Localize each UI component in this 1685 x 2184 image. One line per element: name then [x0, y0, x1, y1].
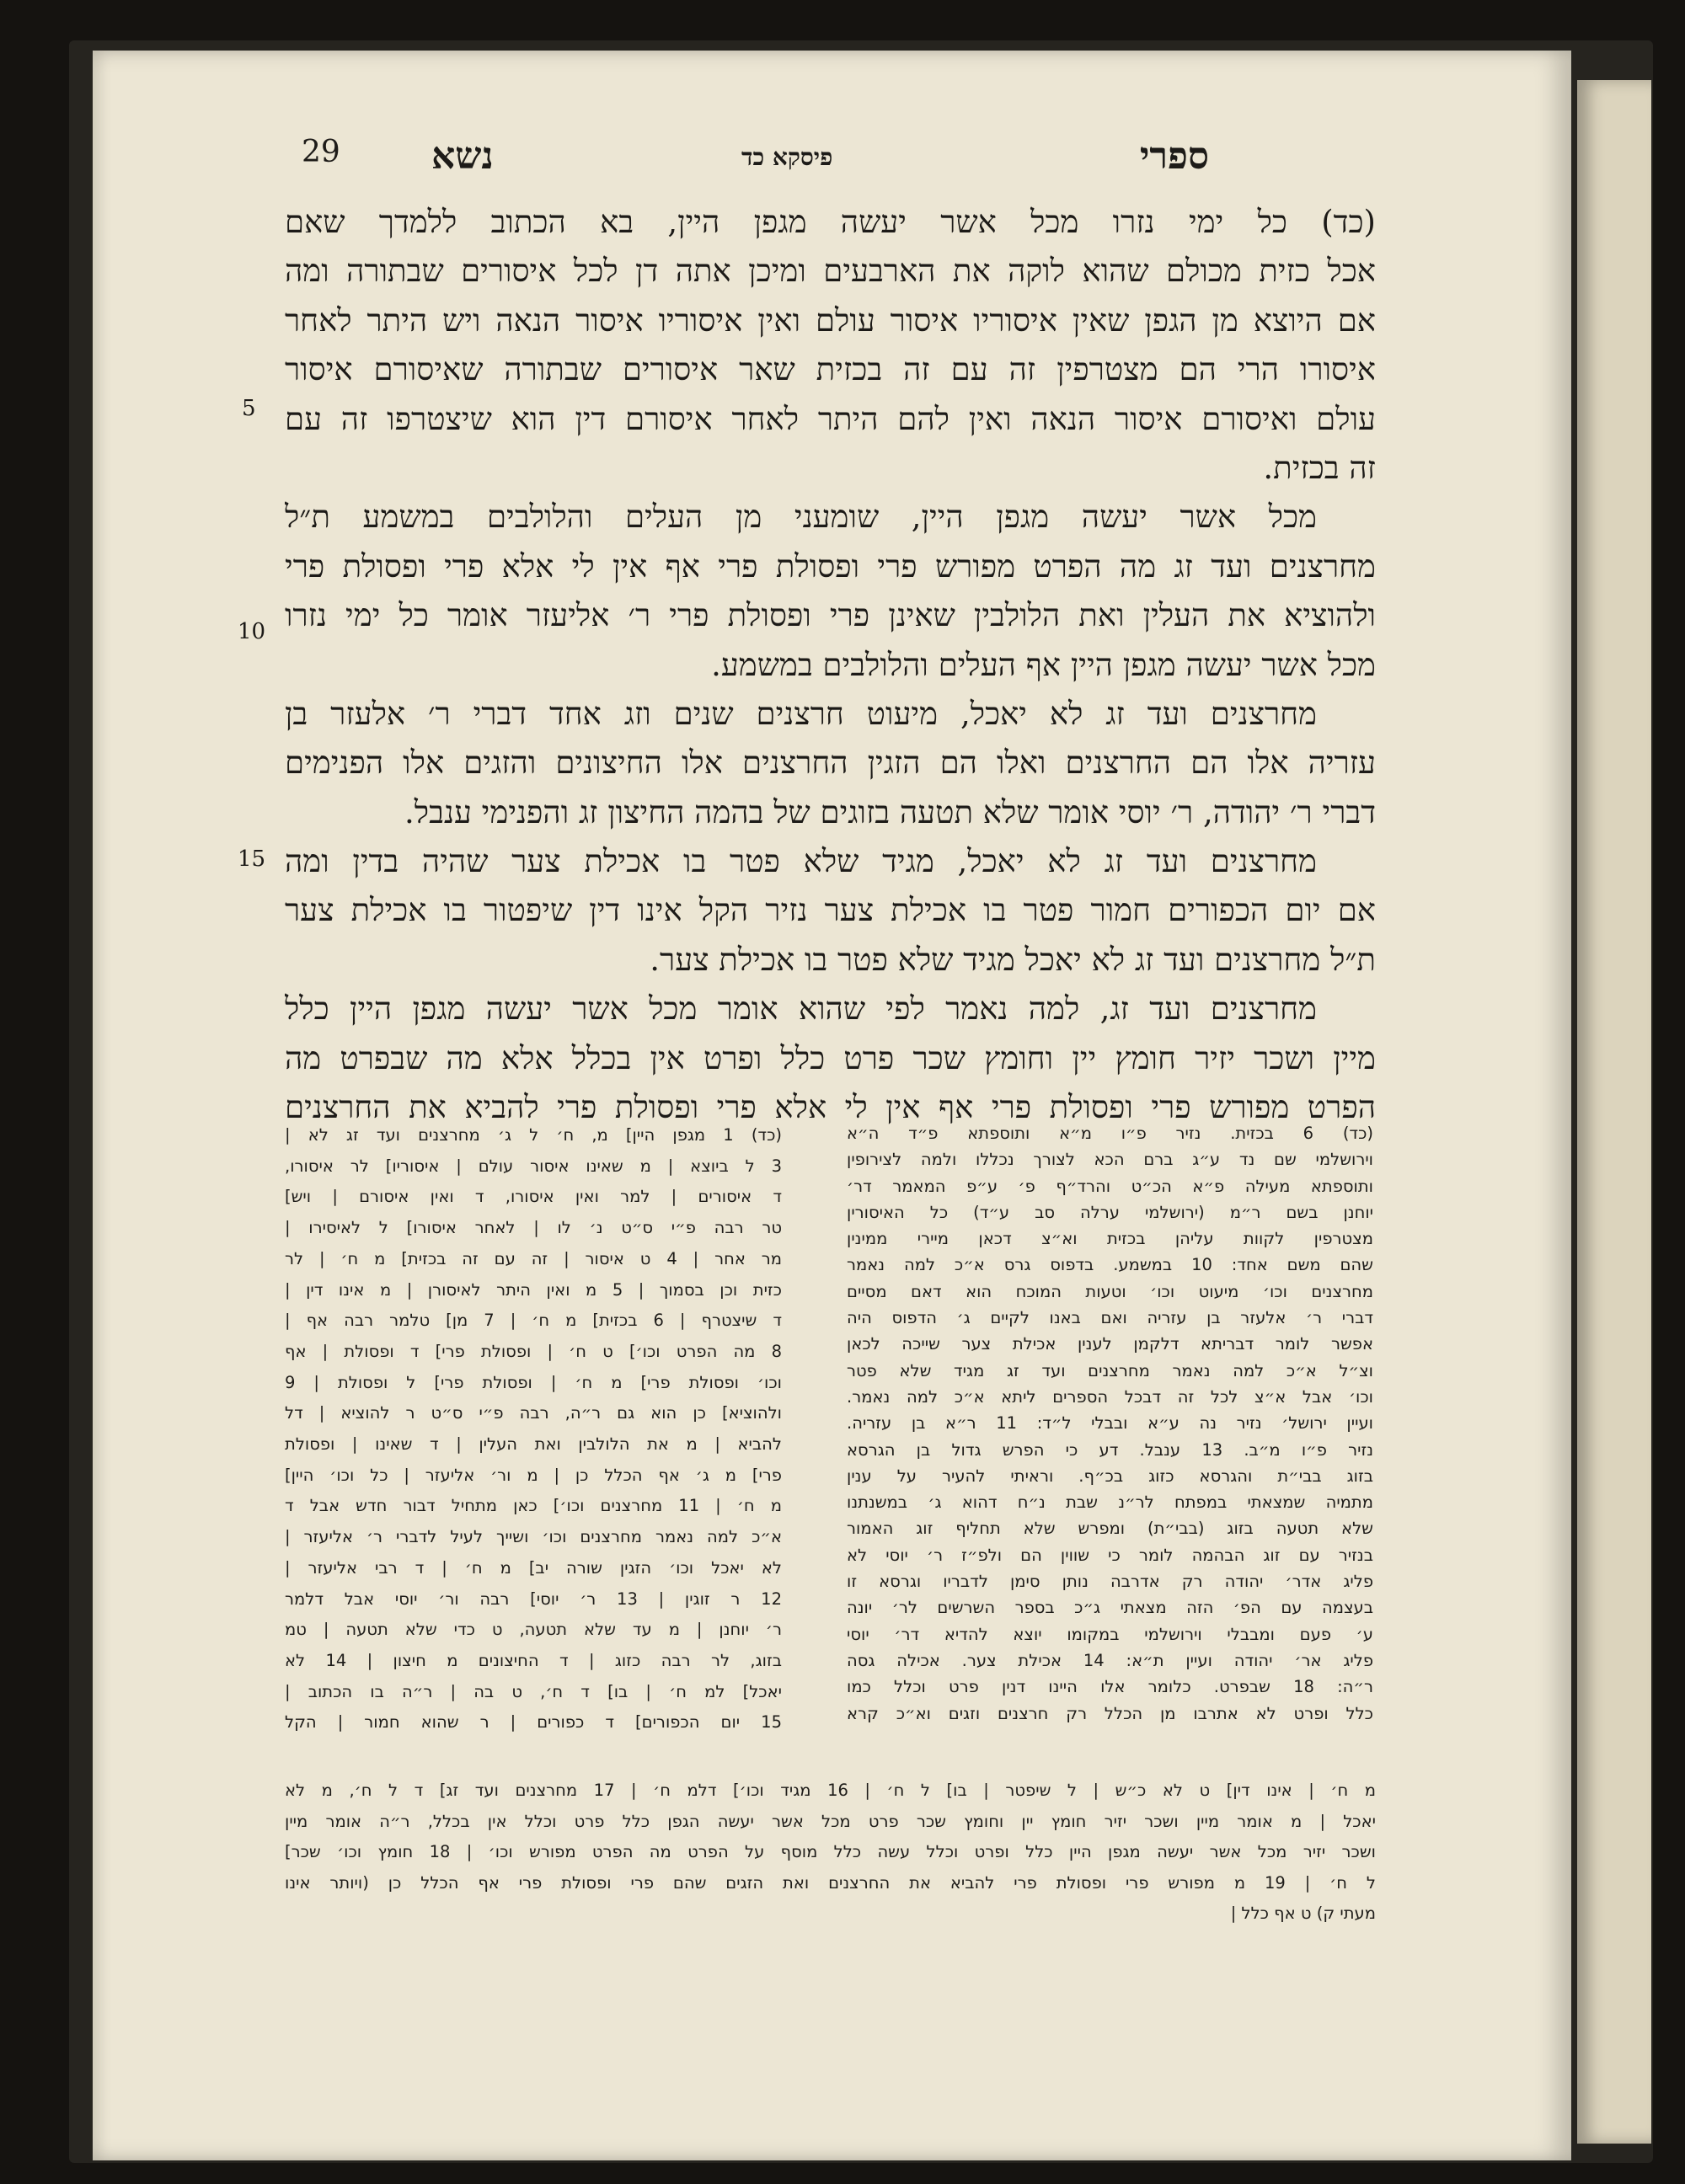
main-text-line: (כד) כל ימי נזרו מכל אשר יעשה מגפן היין, בא הכתוב ללמדך שאם [285, 204, 1376, 240]
main-text-line: אם יום הכפורים חמור פטר בו אכילת צער נזיר הקל אינו דין שיפטור בו אכילת צער [285, 892, 1376, 929]
note-line: 3 ל ביוצא | מ שאינו איסור עולם | איסוריו] לר איסורו, [285, 1156, 782, 1176]
main-text-line: עזריה אלו הם החרצנים ואלו הם הזגין החרצנים אלו החיצונים והזגים אלו הפנימים [285, 745, 1376, 782]
main-text-line: מחרצנים ועד זג לא יאכל, מגיד שלא פטר בו אכילת צער שהיה בדין ומה [285, 843, 1317, 880]
note-line: טר רבה פ״י ס״ט נ׳ לו | לאחר איסורו] ל לאיסירו | [285, 1218, 782, 1238]
main-text-line: הפרט מפורש פרי ופסולת פרי אף אין לי אלא פרי ופסולת פרי להביא את החרצנים [285, 1089, 1376, 1126]
main-text-line: מכל אשר יעשה מגפן היין, שומעני מן העלים והלולבים במשמע ת״ל [285, 499, 1317, 536]
note-line: וירושלמי שם נד ע״ג ברם הכא לצורך נכללו ולמה לצירופין [847, 1150, 1373, 1170]
note-line: מ ח׳ | 11 מחרצנים וכו׳] כאן מתחיל דבור חדש אבל ד [285, 1496, 782, 1516]
note-line: ד איסורים | למר ואין איסורו, ד ואין איסורם | ויש] [285, 1187, 782, 1207]
note-line: ותוספתא מעילה פ״א הכ״ט והרד״ף פ׳ ע״פ המאמר דר׳ [847, 1176, 1373, 1196]
main-text-line: דברי ר׳ יהודה, ר׳ יוסי אומר שלא תטעה בזוגים של בהמה החיצון זג והפנימי ענבל. [404, 793, 1376, 830]
critical-notes-commentary [847, 1120, 1373, 1727]
main-text-line: איסורו הרי הם מצטרפין זה עם זה בכזית שאר איסורים שבתורה שאיסורם איסור [285, 351, 1376, 388]
note-line: אפשר לומר דבריתא דלקמן לענין אכילת צער שייכה לכאן [847, 1334, 1373, 1354]
main-text-block [285, 198, 1376, 1132]
main-text-line: זה בכזית. [1263, 449, 1376, 486]
note-line: ל ח׳ | 19 מ מפורש פרי ופסולת פרי להביא את החרצנים ואת הזגים שהם פרי ופסולת פרי אף הכלל כן (ויותר אינו [285, 1872, 1376, 1893]
main-text-line: אכל כזית מכולם שהוא לוקה את הארבעים ומיכן אתה דן לכל איסורים שבתורה ומה [285, 253, 1376, 290]
note-line: א״כ למה נאמר מחרצנים וכו׳ ושייך לעיל לדברי ר׳ אליעזר | [285, 1527, 782, 1547]
note-line: פרי] מ ג׳ אף הכלל כן | מ ור׳ אליעזר | כל וכו׳ היין] [285, 1465, 782, 1485]
main-text-line: מכל אשר יעשה מגפן היין אף העלים והלולבים במשמע. [711, 646, 1376, 683]
line-number: 15 [238, 846, 266, 872]
note-line: בעצמה עם הפ׳ הזה מצאתי ג״כ בספר השרשים לר׳ יונה [847, 1598, 1373, 1618]
note-line: שהם משם אחד: 10 במשמע. בדפוס גרס א״כ למה נאמר [847, 1255, 1373, 1275]
note-line: ר׳ יוחנן | מ עד שלא תטעה, ט כדי שלא תטעה | טמ [285, 1620, 782, 1640]
main-text-line: מחרצנים ועד זג, למה נאמר לפי שהוא אומר מכל אשר יעשה מגפן היין כלל [285, 991, 1317, 1028]
note-line: (כד) 6 בכזית. נזיר פ״ו מ״א ותוספתא פ״ד ה״א [847, 1124, 1373, 1143]
main-text-line: מחרצנים ועד זג לא יאכל, מיעוט חרצנים שנים וזג אחד דברי ר׳ אלעזר בן [285, 695, 1317, 732]
note-line: 8 מה הפרט וכו׳] ט ח׳ | ופסולת פרי] ד ופסולת | אף [285, 1341, 782, 1361]
note-line: דברי ר׳ אלעזר בן עזריה ואם באנו לקיים ג׳ הדפוס היה [847, 1308, 1373, 1328]
note-line: להביא | מ את הלולבין ואת העלין | ד שאינו | ופסולת [285, 1434, 782, 1455]
note-line: ד שיצטרף | 6 בכזית] מ ח׳ | 7 מן] טלמר רבה אף | [285, 1311, 782, 1331]
note-line: נזיר פ״ו מ״ב. 13 ענבל. דע כי הפרש גדול בן הגרסא [847, 1439, 1373, 1460]
note-line: 12 ר זוגין | 13 ר׳ יוסי] רבה ור׳ יוסי אבל דלמר [285, 1589, 782, 1609]
line-number: 10 [238, 619, 266, 644]
note-line: בזוג, לר רבה כזוג | ד החיצונים מ חיצון | 14 לא [285, 1650, 782, 1670]
note-line: יאכל | מ אומר מיין ושכר יזיר חומץ יין וחומץ שכר פרט מכל אשר יעשה הגפן כלל פרט וכלל אין בכלל, ר״ה אומר מיין [285, 1811, 1376, 1831]
critical-notes-variants [285, 1120, 782, 1738]
note-line: וכו׳ אבל א״צ לכל זה דבכל הספרים ליתא א״כ למה נאמר. [847, 1386, 1373, 1407]
note-line: מתמיה שמצאתי במפתח לר״נ שבת נ״ח דהוא ג׳ במשנתנו [847, 1492, 1373, 1513]
line-number: 5 [242, 396, 256, 421]
note-line: ועיין ירושל׳ נזיר נה ע״א ובבלי ל״ד: 11 ר״א בן עזריה. [847, 1413, 1373, 1434]
note-line: (כד) 1 מגפן היין] מ, ח׳ ל ג׳ מחרצנים ועד זג לא | [285, 1125, 782, 1145]
note-line: פליג אדר׳ יהודה רק אדרבה נותן סימן לדבריו וגרסא זו [847, 1572, 1373, 1592]
main-text-line: עולם ואיסורם איסור הנאה ואין להם היתר לאחר איסורם דין הוא שיצטרפו זה עם [285, 400, 1376, 437]
note-line: וצ״ל א״כ למה נאמר מחרצנים ועד זג מגיד שלא פטר [847, 1360, 1373, 1380]
note-line: ולהוציא] כן הוא גם ר״ה, רבה פ״י ס״ט ר להוציא | דל [285, 1403, 782, 1423]
running-head-book-title: ספרי [1139, 135, 1209, 178]
main-text-line: ולהוציא את העלין ואת הלולבין שאינן פרי ופסולת פרי ר׳ אליעזר אומר כל ימי נזרו [285, 597, 1376, 634]
note-line: כלל ופרט לא אתרבו מן הכלל רק חרצנים וזגים וא״כ קרא [847, 1703, 1373, 1723]
note-line: שלא תטעה בזוג (בבי״ת) ומפרש שלא תחליף זוג האמור [847, 1519, 1373, 1539]
running-head-piska: פיסקא כד [741, 143, 833, 171]
note-line: לא יאכל וכו׳ הזגין שורה יב] מ ח׳ | ד רבי אליעזר | [285, 1557, 782, 1578]
note-line: מ ח׳ | אינו דין] ט לא כ״ש | ל שיפטר | בו] ל ח׳ | 16 מגיד וכו׳] דלמ ח׳ | 17 מחרצנים ועד זג] ד ל ח׳, מ לא [285, 1781, 1376, 1800]
note-line: ר״ה: 18 שבפרט. כלומר אלו היינו דנין פרט וכלל כמו [847, 1677, 1373, 1697]
note-line: וכו׳ ופסולת פרי] מ ח׳ | ופסולת פרי] ל ופסולת | 9 [285, 1372, 782, 1392]
note-line: יאכל] למ ח׳ | בו] ד ח׳, ט בה | ר״ה בו הכתוב | [285, 1681, 782, 1701]
running-head-parasha: נשא [431, 135, 494, 178]
note-line: כזית וכן בסמוך | 5 מ ואין היתר לאיסורן | מ אינו דין | [285, 1279, 782, 1300]
main-text-line: מיין ושכר יזיר חומץ יין וחומץ שכר פרט כלל ופרט אין בכלל אלא מה שבפרט מה [285, 1039, 1376, 1076]
note-line: בזוג בבי״ת והגרסא כזוג בכ״ף. וראיתי להעיר על ענין [847, 1466, 1373, 1486]
critical-notes-variants-continued [285, 1776, 1376, 1930]
main-text-line: מחרצנים ועד זג מה הפרט מפורש פרי ופסולת פרי אף אין לי אלא פרי ופסולת פרי [285, 547, 1376, 585]
note-line: מצטרפין לקוות עליהן בכזית וא״צ דכאן מיירי ממינין [847, 1229, 1373, 1249]
note-line: יוחנן בשם ר״מ (ירושלמי ערלה סב ע״ד) כל האיסורין [847, 1202, 1373, 1222]
note-line: פליג אר׳ יהודה ועיין ת״א: 14 אכילת צער. אכילה גסה [847, 1650, 1373, 1670]
note-line: בנזיר עם זוג הבהמה לומר כי שווין הם ולפ״ז ר׳ יוסי לא [847, 1545, 1373, 1565]
facing-page-edge [1577, 80, 1651, 2144]
note-line: ע׳ פעם ומבבלי וירושלמי במקומו יוצא להדיא דר׳ יוסי [847, 1624, 1373, 1644]
main-text-line: ת״ל מחרצנים ועד זג לא יאכל מגיד שלא פטר בו אכילת צער. [650, 941, 1376, 978]
page-number: 29 [302, 135, 340, 169]
main-text-line: אם היוצא מן הגפן שאין איסוריו איסור עולם ואין איסוריו איסור הנאה ויש היתר לאחר [285, 302, 1376, 339]
note-line: מחרצנים וכו׳ מיעוט וכו׳ וטעות המוכח הוא דאם מסיים [847, 1281, 1373, 1301]
note-line: 15 יום הכפורים] ד כפורים | ר שהוא חמור | הקל [285, 1712, 782, 1733]
note-line: מעתי ק) ט אף כלל | [1230, 1904, 1376, 1924]
note-line: ושכר יזיר מכל אשר יעשה מגפן היין כלל ופרט וכלל עשה כלל מוסף על הפרט מה הפרט מפורש וכו׳ | 18 חומץ וכו׳ שכר] [285, 1842, 1376, 1862]
note-line: מר אחר | 4 ט איסור | זה עם זה בכזית] מ ח׳ | לר [285, 1248, 782, 1268]
